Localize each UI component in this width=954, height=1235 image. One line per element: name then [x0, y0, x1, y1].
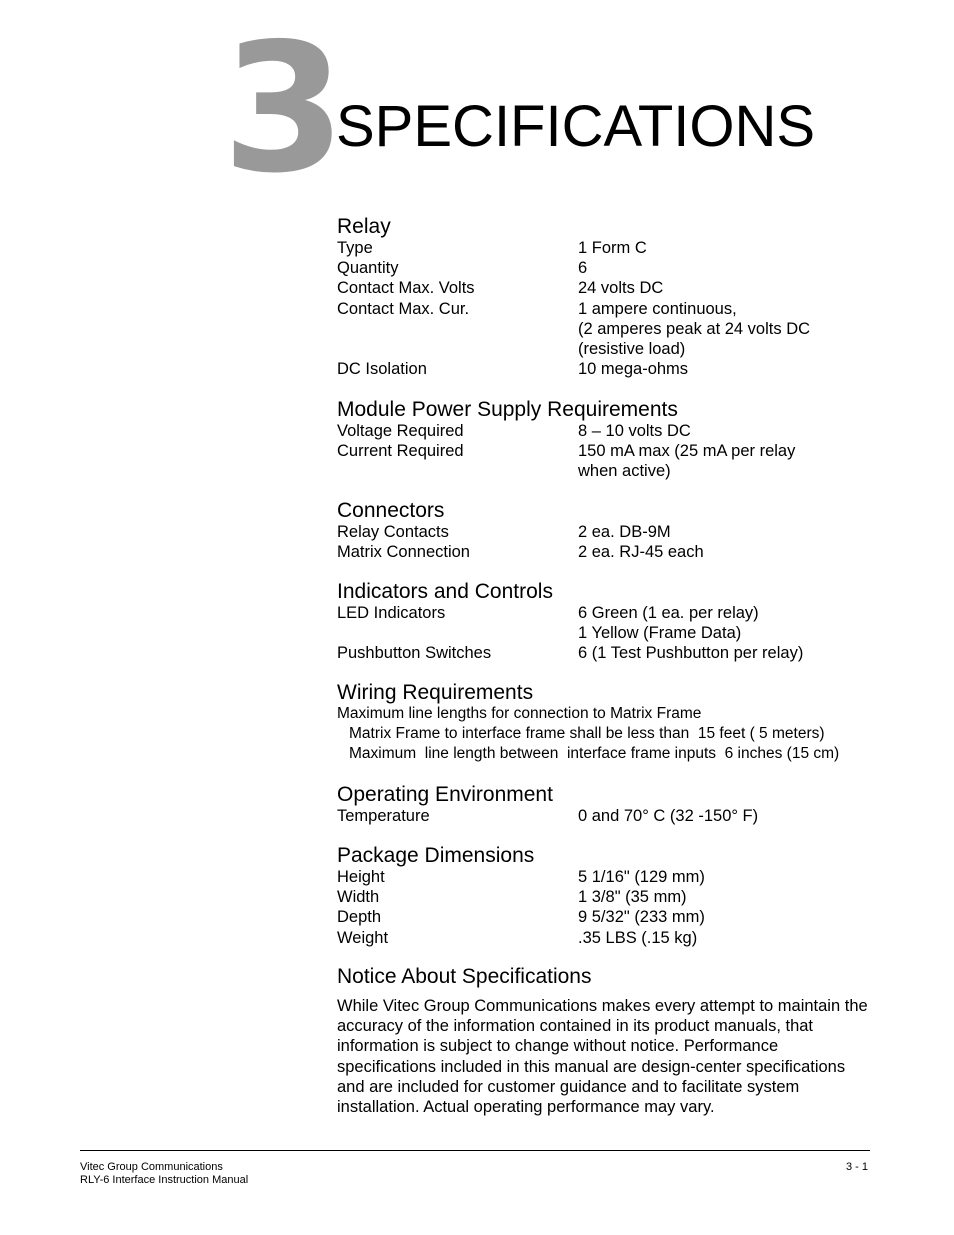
spec-label	[337, 319, 578, 339]
spec-label: Height	[337, 868, 385, 886]
spec-row	[337, 623, 877, 643]
footer-company: Vitec Group Communications	[80, 1161, 223, 1173]
spec-row	[337, 359, 877, 379]
spec-row	[337, 603, 877, 623]
spec-value: 1 Form C	[578, 239, 647, 257]
spec-row	[337, 421, 877, 441]
section-title: Operating Environment	[337, 783, 553, 806]
section-title: Indicators and Controls	[337, 580, 553, 603]
wiring-note: Matrix Frame to interface frame shall be less than 15 feet ( 5 meters)	[349, 725, 825, 742]
spec-row	[337, 907, 877, 927]
spec-value: when active)	[578, 462, 671, 481]
spec-value: 8 – 10 volts DC	[578, 422, 691, 440]
spec-value: 2 ea. RJ-45 each	[578, 543, 704, 562]
spec-value: 1 ampere continuous,	[578, 299, 737, 318]
spec-label: DC Isolation	[337, 360, 427, 379]
indicators-section	[337, 581, 877, 664]
spec-label	[337, 339, 578, 359]
spec-label: Weight	[337, 928, 389, 947]
spec-label: Temperature	[337, 807, 430, 825]
environment-section	[337, 784, 877, 826]
spec-value: .35 LBS (.15 kg)	[578, 928, 698, 947]
spec-label	[337, 461, 578, 481]
spec-row	[337, 643, 877, 663]
spec-label: Voltage Required	[337, 422, 464, 440]
spec-label: Matrix Connection	[337, 543, 470, 562]
spec-row	[337, 887, 877, 907]
spec-row	[337, 542, 877, 562]
spec-value: 5 1/16" (129 mm)	[578, 868, 705, 886]
chapter-title: SPECIFICATIONS	[336, 94, 816, 159]
spec-row	[337, 522, 877, 542]
section-title: Connectors	[337, 499, 445, 522]
spec-label	[337, 623, 578, 643]
spec-value: 24 volts DC	[578, 279, 664, 298]
spec-label: Type	[337, 239, 373, 257]
spec-value: (2 amperes peak at 24 volts DC	[578, 319, 811, 338]
spec-row	[337, 319, 877, 339]
spec-value: 1 Yellow (Frame Data)	[578, 624, 742, 643]
section-title: Notice About Specifications	[337, 965, 592, 988]
wiring-note: Maximum line lengths for connection to Matrix Frame	[337, 705, 702, 722]
power-section	[337, 399, 877, 482]
spec-row	[337, 299, 877, 319]
chapter-number: 3	[222, 5, 342, 212]
spec-label: Width	[337, 888, 380, 907]
notice-section	[337, 966, 877, 1117]
spec-label: Depth	[337, 908, 382, 927]
spec-label: Contact Max. Cur.	[337, 299, 470, 318]
spec-row	[337, 867, 877, 887]
spec-value: 6	[578, 259, 588, 278]
spec-row	[337, 441, 877, 461]
spec-row	[337, 258, 877, 278]
dimensions-section	[337, 845, 877, 948]
spec-value: 6 Green (1 ea. per relay)	[578, 604, 759, 622]
spec-row	[337, 461, 877, 481]
spec-row	[337, 238, 877, 258]
connectors-section	[337, 500, 877, 562]
notice-paragraph: While Vitec Group Communications makes every attempt to maintain the accuracy of the information contained in its product manuals, that information is subject to change without notice. Performance specifications included in this manual are design-center specifications and are included for customer guidance and to facilitate system installation. Actual operating performance may vary.	[337, 997, 868, 1117]
spec-value: 1 3/8" (35 mm)	[578, 888, 687, 907]
spec-row	[337, 806, 877, 826]
section-title: Wiring Requirements	[337, 681, 534, 704]
footer-manual-title: RLY-6 Interface Instruction Manual	[80, 1174, 249, 1186]
relay-section	[337, 216, 877, 379]
spec-value: 150 mA max (25 mA per relay	[578, 442, 796, 461]
spec-value: 2 ea. DB-9M	[578, 523, 671, 541]
page-number: 3 - 1	[845, 1161, 868, 1173]
section-title: Package Dimensions	[337, 844, 535, 867]
spec-row	[337, 278, 877, 298]
footer-info	[80, 1161, 248, 1187]
spec-value: (resistive load)	[578, 340, 686, 359]
wiring-note: Maximum line length between interface frame inputs 6 inches (15 cm)	[349, 745, 840, 762]
spec-label: LED Indicators	[337, 604, 446, 622]
spec-label: Current Required	[337, 442, 464, 461]
spec-value: 10 mega-ohms	[578, 360, 689, 379]
spec-row	[337, 339, 877, 359]
spec-label: Quantity	[337, 259, 399, 278]
wiring-section	[337, 682, 877, 764]
spec-value: 0 and 70° C (32 -150° F)	[578, 807, 759, 825]
spec-label: Pushbutton Switches	[337, 644, 492, 663]
section-title: Module Power Supply Requirements	[337, 398, 678, 421]
spec-label: Contact Max. Volts	[337, 279, 475, 298]
spec-value: 6 (1 Test Pushbutton per relay)	[578, 644, 804, 663]
spec-row	[337, 928, 877, 948]
footer-divider	[80, 1150, 870, 1151]
spec-value: 9 5/32" (233 mm)	[578, 908, 705, 927]
spec-label: Relay Contacts	[337, 523, 449, 541]
section-title: Relay	[337, 215, 391, 238]
